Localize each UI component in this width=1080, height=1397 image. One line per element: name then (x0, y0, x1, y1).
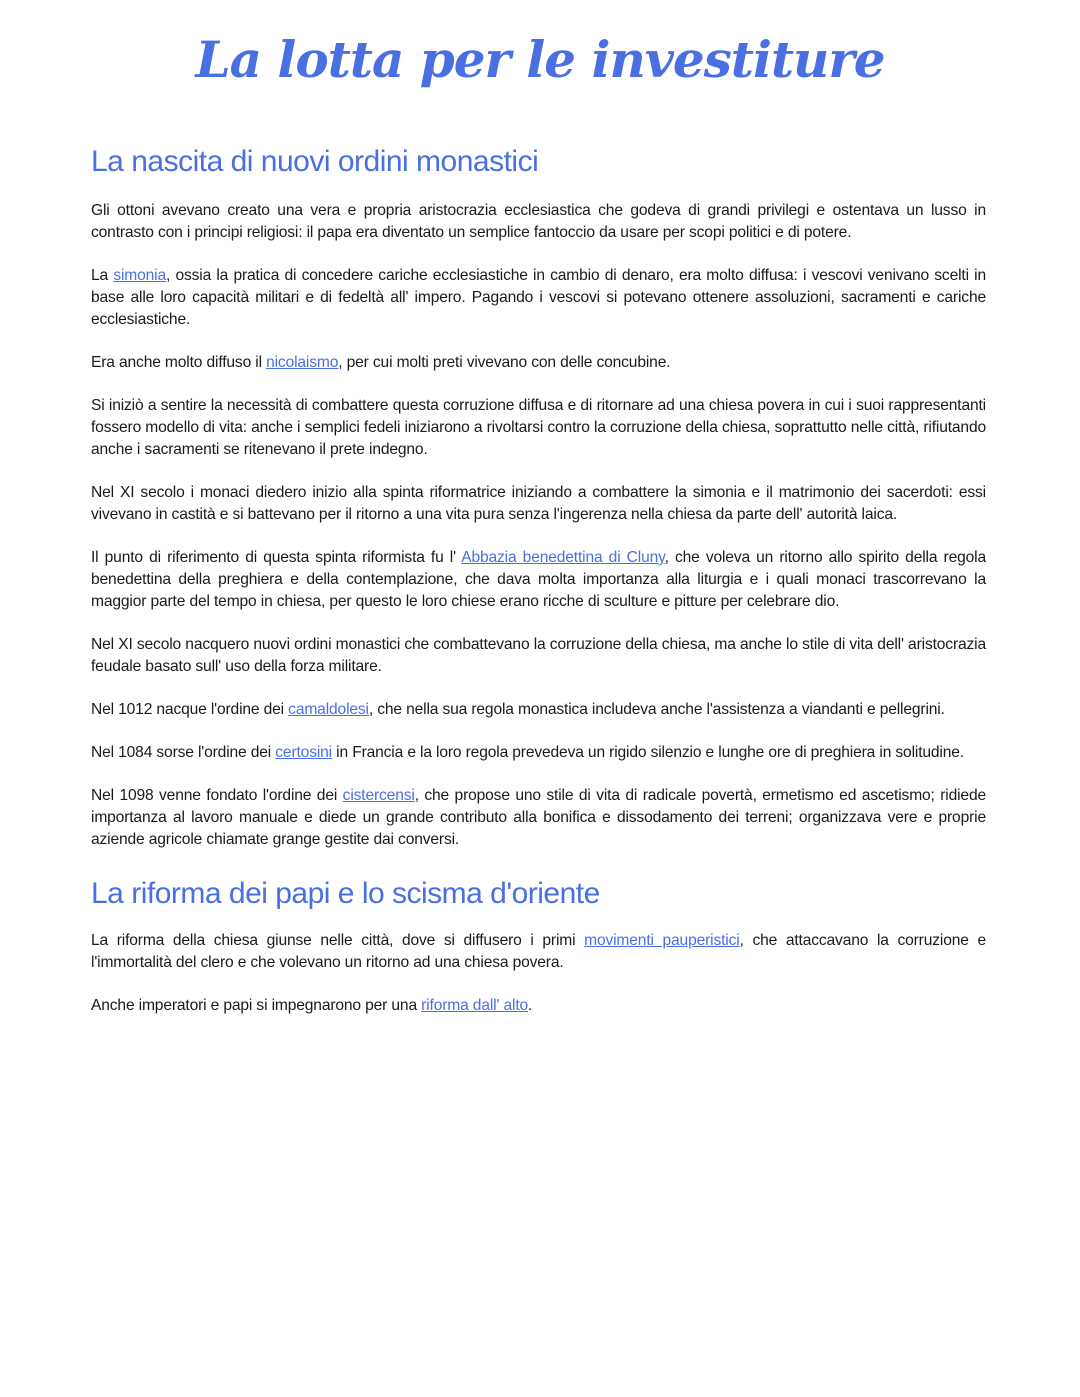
link-cluny[interactable]: Abbazia benedettina di Cluny (461, 549, 665, 566)
paragraph-text: , che attaccavano la corruzione e l'immortalità del clero e che volevano un ritorno ad una chiesa povera. (91, 932, 986, 971)
paragraph-text: . (528, 997, 533, 1014)
document-body (91, 140, 986, 1038)
paragraph (91, 352, 986, 374)
paragraph-text: Nel 1098 venne fondato l'ordine dei (91, 787, 343, 804)
paragraph-text: , che nella sua regola monastica includeva anche l'assistenza a viandanti e pellegrini. (368, 701, 945, 718)
paragraph (91, 785, 986, 851)
paragraph-text: Nel XI secolo i monaci diedero inizio alla spinta riformatrice iniziando a combattere la simonia e il matrimonio dei sacerdoti: essi vivevano in castità e si battevano per il ritorno a una vita pura senza l'ingerenza nella chiesa da parte dell' autorità laica. (91, 484, 986, 523)
link-simonia[interactable]: simonia (113, 267, 166, 284)
paragraph (91, 200, 986, 244)
paragraph (91, 547, 986, 613)
paragraph-text: La riforma della chiesa giunse nelle città, dove si diffusero i primi (91, 932, 585, 949)
paragraph-text: , che voleva un ritorno allo spirito della regola benedettina della preghiera e della contemplazione, che dava molta importanza alla liturgia e i quali monaci trascorrevano la maggior parte del tempo in chiesa, per questo le loro chiese erano ricche di sculture e pitture per celebrare dio. (91, 549, 986, 610)
paragraph (91, 930, 986, 974)
paragraph-text: in Francia e la loro regola prevedeva un rigido silenzio e lunghe ore di preghiera in solitudine. (332, 744, 964, 761)
link-nicolaismo[interactable]: nicolaismo (266, 354, 339, 371)
paragraph (91, 482, 986, 526)
paragraph (91, 742, 986, 764)
paragraph-text: Nel 1012 nacque l'ordine dei (91, 701, 289, 718)
paragraph-text: Nel 1084 sorse l'ordine dei (91, 744, 276, 761)
document-title: La lotta per le investiture (195, 30, 885, 89)
paragraph (91, 265, 986, 331)
paragraph-text: La (91, 267, 114, 284)
paragraph (91, 634, 986, 678)
section-heading: La riforma dei papi e lo scisma d'oriente (91, 877, 600, 910)
paragraph-text: Nel XI secolo nacquero nuovi ordini monastici che combattevano la corruzione della chiesa, ma anche lo stile di vita dell' aristocrazia feudale basato sull' uso della forza militare. (91, 636, 986, 675)
link-certosini[interactable]: certosini (275, 744, 332, 761)
paragraph-text: , ossia la pratica di concedere cariche ecclesiastiche in cambio di denaro, era molto diffusa: i vescovi venivano scelti in base alle loro capacità militari e di fedeltà all' impero. Pagando i vescovi si potevano ottenere assoluzioni, sacramenti e cariche ecclesiastiche. (91, 267, 986, 328)
paragraph (91, 395, 986, 461)
paragraph-text: , che propose uno stile di vita di radicale povertà, ermetismo ed ascetismo; ridiede importanza al lavoro manuale e diede un grande contributo alla bonifica e dissodamento dei terreni; organizzava vere e proprie aziende agricole chiamate grange gestite dai conversi. (91, 787, 986, 848)
paragraph (91, 699, 986, 721)
section-heading: La nascita di nuovi ordini monastici (91, 145, 539, 178)
paragraph (91, 995, 986, 1017)
link-cistercensi[interactable]: cistercensi (342, 787, 415, 804)
paragraph-text: Gli ottoni avevano creato una vera e propria aristocrazia ecclesiastica che godeva di grandi privilegi e ostentava un lusso in contrasto con i principi religiosi: il papa era diventato un semplice fantoccio da usare per scopi politici e di potere. (91, 202, 986, 241)
link-riforma-dall-alto[interactable]: riforma dall' alto (421, 997, 529, 1014)
paragraph-text: Anche imperatori e papi si impegnarono per una (91, 997, 422, 1014)
paragraph-text: Si iniziò a sentire la necessità di combattere questa corruzione diffusa e di ritornare ad una chiesa povera in cui i suoi rappresentanti fossero modello di vita: anche i semplici fedeli iniziarono a rivoltarsi contro la corruzione della chiesa, soprattutto nelle città, rifiutando anche i sacramenti se ritenevano il prete indegno. (91, 397, 986, 458)
paragraph-text: , per cui molti preti vivevano con delle concubine. (338, 354, 671, 371)
link-camaldolesi[interactable]: camaldolesi (288, 701, 369, 718)
paragraph-text: Era anche molto diffuso il (91, 354, 267, 371)
link-movimenti-pauperistici[interactable]: movimenti pauperistici (584, 932, 740, 949)
paragraph-text: Il punto di riferimento di questa spinta riformista fu l' (91, 549, 462, 566)
